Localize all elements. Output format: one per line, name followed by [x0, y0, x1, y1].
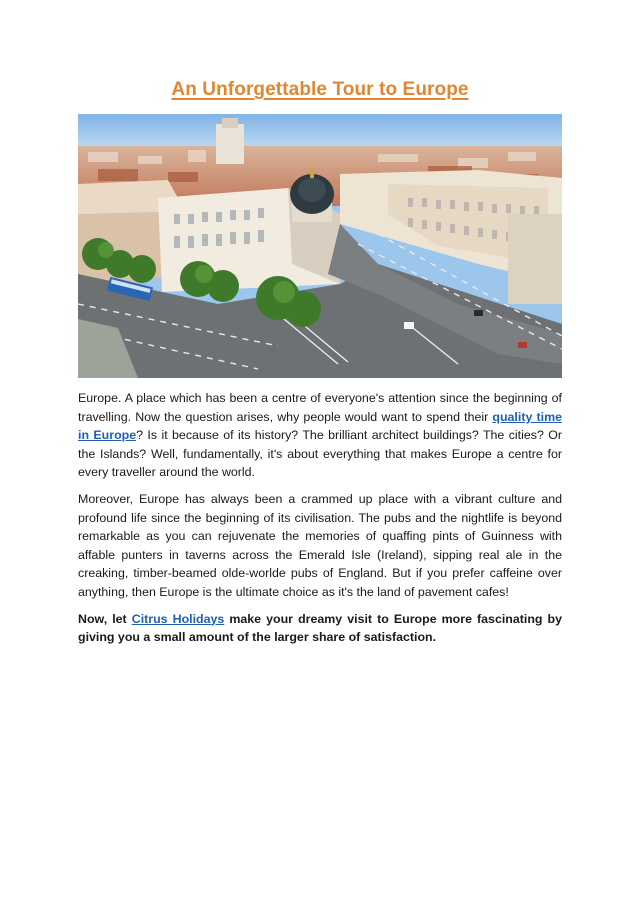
paragraph-1-text-end: ? Is it because of its history? The brilliant architect buildings? The cities? Or the Islands? Well, fundamentally, it's about everything that makes Europe a centre for every traveller around the world.: [78, 428, 563, 480]
document-title: An Unforgettable Tour to Europe: [171, 79, 469, 100]
paragraph-1-text-start: Europe. A place which has been a centre of everyone's attention since the beginning of travelling. Now the question arises, why people would want to spend their: [78, 391, 562, 424]
city-aerial-photo: [78, 114, 562, 378]
article-body: [78, 389, 562, 655]
citrus-holidays-link[interactable]: Citrus Holidays: [131, 611, 225, 626]
paragraph-2: Moreover, Europe has always been a crammed up place with a vibrant culture and profound life since the beginning of its civilisation. The pubs and the nightlife is beyond remarkable as you can rejuvenate the memories of quaffing pints of Guinness with affable punters in taverns across the Emerald Isle (Ireland), sipping real ale in the creaking, timber-beamed olde-worlde pubs of England. But if you prefer caffeine over anything, then Europe is the ultimate choice as it's the land of pavement cafes!: [78, 491, 562, 599]
quality-time-in-europe-link[interactable]: quality time in Europe: [78, 409, 562, 443]
city-aerial-illustration: [78, 114, 562, 378]
paragraph-1: [78, 389, 562, 482]
paragraph-3: [78, 610, 562, 647]
paragraph-3-text-start: Now, let: [78, 611, 132, 626]
paragraph-3-text-end: make your dreamy visit to Europe more fascinating by giving you a small amount of the larger share of satisfaction.: [78, 611, 562, 645]
